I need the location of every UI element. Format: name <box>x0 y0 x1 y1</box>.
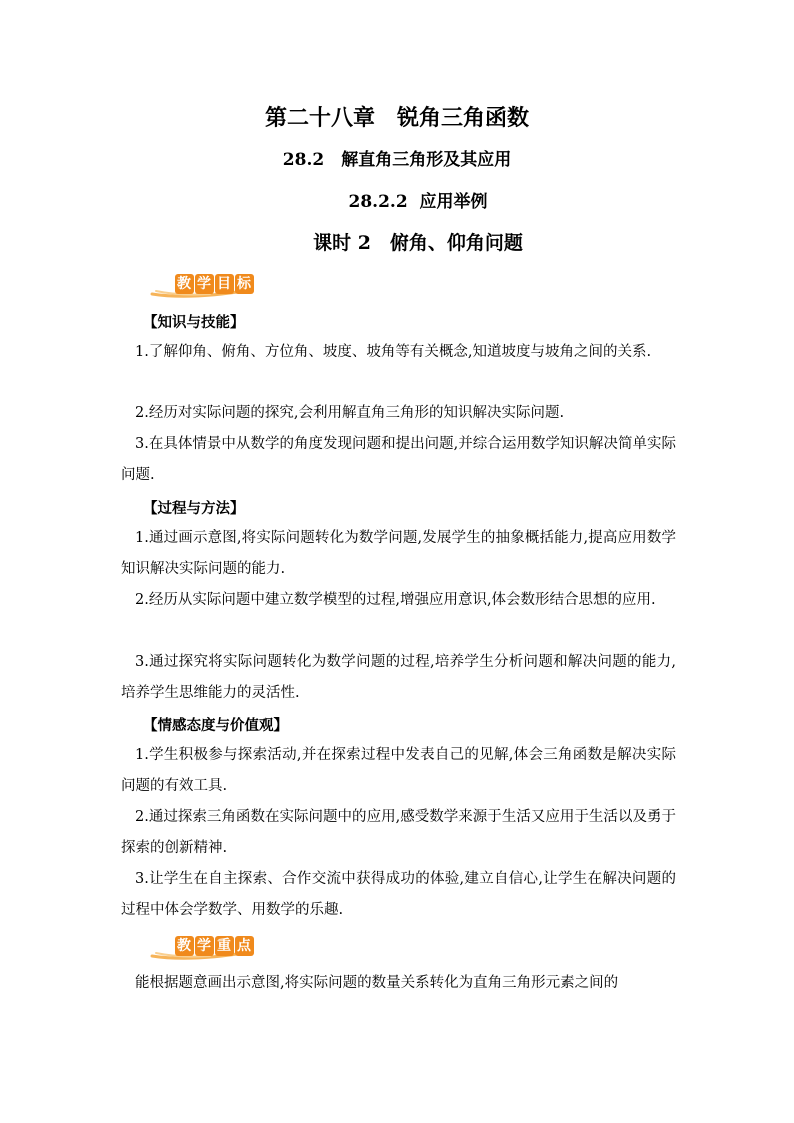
teaching-key-points-badge <box>150 932 260 962</box>
subsection-title: 28.2.2 应用举例 <box>348 192 488 212</box>
teaching-key-points-label: 教 学 重 点 <box>177 938 252 954</box>
knowledge-item-2: 2.经历对实际问题的探究,会利用解直角三角形的知识解决实际问题. <box>135 405 565 421</box>
chapter-title: 第二十八章 锐角三角函数 <box>264 105 529 131</box>
process-item-2: 2.经历从实际问题中建立数学模型的过程,增强应用意识,体会数形结合思想的应用. <box>135 592 656 608</box>
key-points-text: 能根据题意画出示意图,将实际问题的数量关系转化为直角三角形元素之间的 <box>135 975 619 991</box>
knowledge-item-3: 3.在具体情景中从数学的角度发现问题和提出问题,并综合运用数学知识解决简单实际问题. <box>121 436 676 483</box>
attitude-item-3: 3.让学生在自主探索、合作交流中获得成功的体验,建立自信心,让学生在解决问题的过程中体会学数学、用数学的乐趣. <box>121 871 676 918</box>
attitude-values-heading: 【情感态度与价值观】 <box>143 717 288 734</box>
section-title: 28.2 解直角三角形及其应用 <box>282 150 512 170</box>
knowledge-item-1: 1.了解仰角、俯角、方位角、坡度、坡角等有关概念,知道坡度与坡角之间的关系. <box>135 344 652 360</box>
lesson-title: 课时 2 俯角、仰角问题 <box>313 232 523 254</box>
process-method-heading: 【过程与方法】 <box>143 500 245 517</box>
teaching-goals-badge <box>150 270 260 300</box>
knowledge-skills-heading: 【知识与技能】 <box>143 314 245 331</box>
attitude-item-1: 1.学生积极参与探索活动,并在探索过程中发表自己的见解,体会三角函数是解决实际问题的有效工具. <box>121 747 676 794</box>
attitude-item-2: 2.通过探索三角函数在实际问题中的应用,感受数学来源于生活又应用于生活以及勇于探索的创新精神. <box>121 809 676 856</box>
teaching-goals-label: 教 学 目 标 <box>177 276 252 292</box>
process-item-3: 3.通过探究将实际问题转化为数学问题的过程,培养学生分析问题和解决问题的能力,培养学生思维能力的灵活性. <box>121 654 676 701</box>
process-item-1: 1.通过画示意图,将实际问题转化为数学问题,发展学生的抽象概括能力,提高应用数学知识解决实际问题的能力. <box>121 530 676 577</box>
